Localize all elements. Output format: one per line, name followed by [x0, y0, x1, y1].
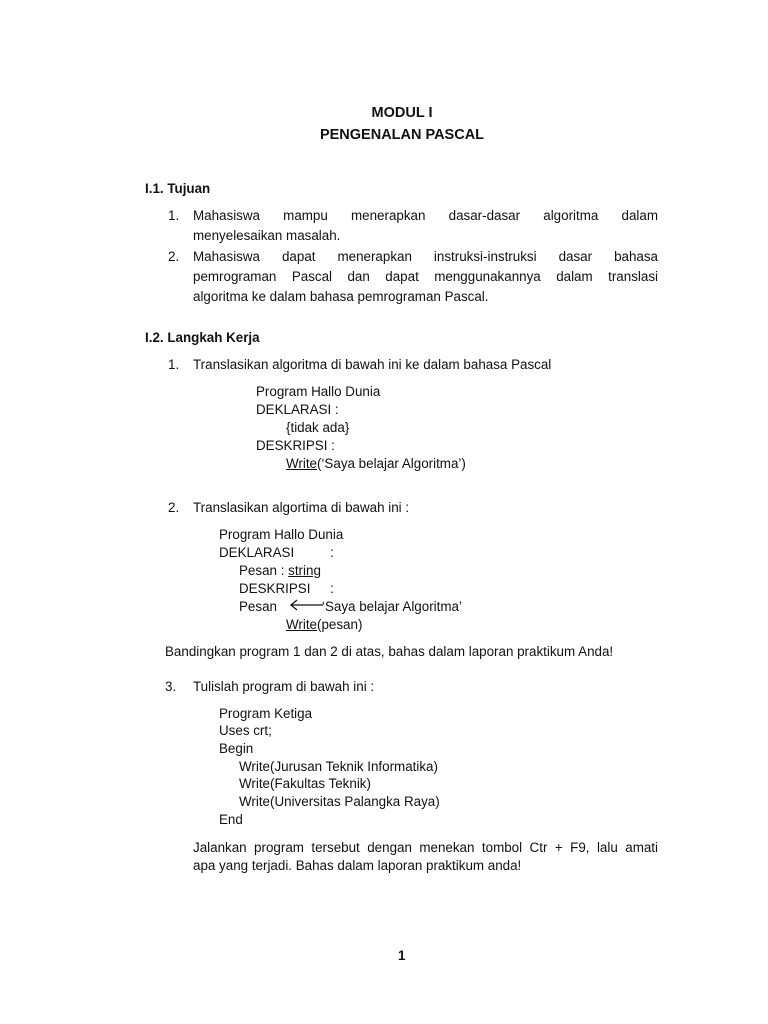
step-text: Tulislah program di bawah ini : [193, 679, 375, 694]
code-line: Uses crt; [219, 723, 272, 738]
step-number: 1. [168, 357, 180, 372]
left-arrow-icon [288, 598, 324, 612]
instruction-line: apa yang terjadi. Bahas dalam laporan praktikum anda! [193, 858, 522, 873]
code-var-decl: Pesan : [239, 563, 289, 578]
page-number: 1 [398, 948, 406, 963]
code-line: DEKLARASI [219, 545, 295, 560]
module-subtitle: PENGENALAN PASCAL [319, 127, 485, 143]
step-text: Translasikan algoritma di bawah ini ke dalam bahasa Pascal [193, 357, 552, 372]
list-number: 1. [168, 208, 180, 223]
code-args: (pesan) [317, 617, 363, 632]
code-keyword-write: Write [286, 456, 317, 471]
comparison-text: Bandingkan program 1 dan 2 di atas, bahas dalam laporan praktikum Anda! [165, 644, 614, 659]
code-line: Program Ketiga [219, 706, 313, 721]
code-line: DEKLARASI : [256, 402, 339, 417]
list-item-line: Mahasiswa dapat menerapkan instruksi-instruksi dasar bahasa [193, 249, 658, 264]
list-item-line: algoritma ke dalam bahasa pemrograman Pascal. [193, 289, 489, 304]
code-colon: : [330, 545, 334, 560]
list-item-line: menyelesaikan masalah. [193, 228, 341, 243]
step-number: 3. [165, 679, 177, 694]
code-line: {tidak ada} [286, 420, 350, 435]
code-value: ‘Saya belajar Algoritma’ [322, 599, 462, 614]
code-line: Begin [219, 741, 254, 756]
code-line: End [219, 812, 243, 827]
step-text: Translasikan algortima di bawah ini : [193, 500, 410, 515]
code-line: Program Hallo Dunia [219, 527, 344, 542]
code-line: Write(Universitas Palangka Raya) [239, 794, 440, 809]
list-number: 2. [168, 249, 180, 264]
code-line: DESKRIPSI : [256, 438, 335, 453]
step-number: 2. [168, 500, 180, 515]
code-args: (‘Saya belajar Algoritma’) [317, 456, 466, 471]
list-item-line: pemrograman Pascal dan dapat menggunakannya dalam translasi [193, 269, 658, 284]
code-line: Write(Fakultas Teknik) [239, 776, 371, 791]
section-heading-langkah-kerja: I.2. Langkah Kerja [145, 330, 260, 345]
instruction-line: Jalankan program tersebut dengan menekan tombol Ctr + F9, lalu amati [193, 840, 658, 855]
code-line: Program Hallo Dunia [256, 384, 381, 399]
code-line: DESKRIPSI [239, 581, 311, 596]
code-line: Write(Jurusan Teknik Informatika) [239, 759, 438, 774]
code-line [286, 616, 362, 634]
code-line [239, 562, 321, 580]
code-keyword-write: Write [286, 617, 317, 632]
code-colon: : [330, 581, 334, 596]
code-type: string [288, 563, 321, 578]
list-item-line: Mahasiswa mampu menerapkan dasar-dasar algoritma dalam [193, 208, 658, 223]
code-line [286, 455, 466, 473]
section-heading-tujuan: I.1. Tujuan [145, 181, 211, 196]
module-title: MODUL I [371, 105, 433, 121]
code-var: Pesan [239, 599, 277, 614]
